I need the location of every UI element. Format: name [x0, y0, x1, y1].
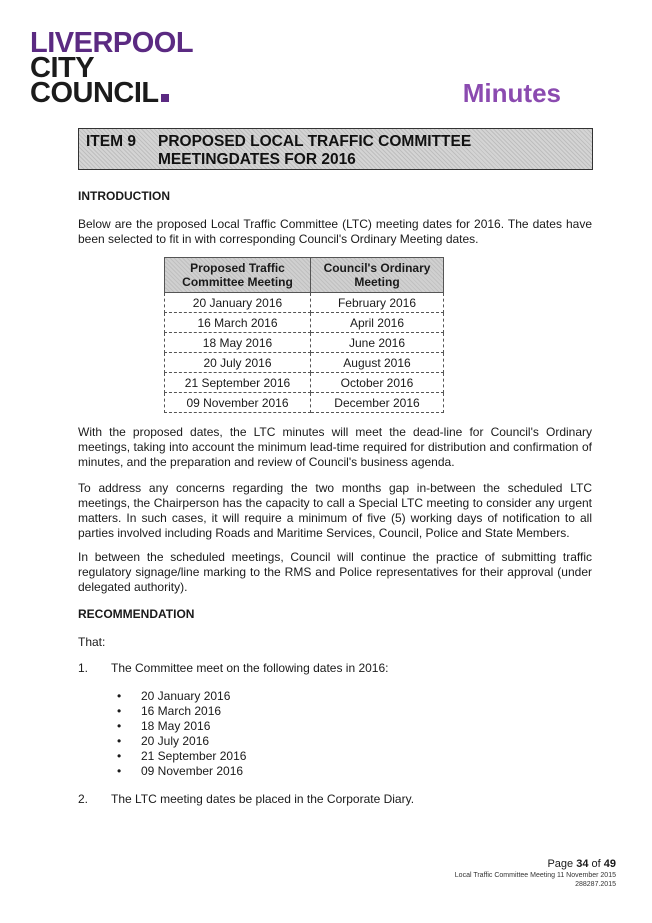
logo-line-liverpool: LIVERPOOL — [30, 27, 194, 59]
list-item-text: The LTC meeting dates be placed in the Corporate Diary. — [111, 792, 415, 806]
introduction-heading: INTRODUCTION — [78, 189, 170, 203]
list-item — [78, 792, 592, 808]
list-item: • 21 September 2016 — [117, 749, 246, 764]
list-item-number: 1. — [78, 661, 89, 675]
paragraph-deadline: With the proposed dates, the LTC minutes will meet the dead-line for Council's Ordinary meetings, taking into account the minimum lead-time required for distribution and confirmation of minutes, and the preparation and review of Council's business agenda. — [78, 425, 592, 469]
table-cell: 09 November 2016 — [165, 393, 311, 413]
list-item — [78, 661, 592, 677]
table-row — [165, 393, 444, 413]
list-item: • 20 July 2016 — [117, 734, 246, 749]
table-row — [165, 353, 444, 373]
table-cell: December 2016 — [311, 393, 444, 413]
logo-dot-icon — [161, 94, 169, 102]
meeting-reference: Local Traffic Committee Meeting 11 November 2015 — [454, 872, 616, 879]
table-cell: August 2016 — [311, 353, 444, 373]
table-cell: June 2016 — [311, 333, 444, 353]
document-reference: 288287.2015 — [575, 881, 616, 888]
list-item: • 18 May 2016 — [117, 719, 246, 734]
logo-line-council: COUNCIL — [30, 77, 159, 109]
item-number: ITEM 9 — [86, 133, 136, 150]
table-cell: 20 July 2016 — [165, 353, 311, 373]
page-current: 34 — [576, 858, 589, 870]
item-title-box — [78, 128, 593, 170]
list-item-number: 2. — [78, 792, 89, 806]
table-cell: April 2016 — [311, 313, 444, 333]
paragraph-signage: In between the scheduled meetings, Council will continue the practice of submitting traffic regulatory signage/line marking to the RMS and Police representatives for their approval (under delegated authority). — [78, 550, 592, 594]
list-item: • 16 March 2016 — [117, 704, 246, 719]
introduction-text: Below are the proposed Local Traffic Committee (LTC) meeting dates for 2016. The dates have been selected to fit in with corresponding Council's Ordinary Meeting dates. — [78, 217, 592, 246]
recommendation-item — [78, 792, 592, 808]
table-cell: 20 January 2016 — [165, 293, 311, 313]
page-prefix: Page — [547, 858, 577, 870]
item-title: PROPOSED LOCAL TRAFFIC COMMITTEE MEETINGDATES FOR 2016 — [158, 133, 472, 168]
table-cell: February 2016 — [311, 293, 444, 313]
recommendation-item — [78, 661, 592, 677]
column-header-traffic-committee: Proposed Traffic Committee Meeting — [165, 258, 311, 293]
table-row — [165, 373, 444, 393]
page-total: 49 — [603, 858, 616, 870]
logo-line-city: CITY — [30, 52, 95, 84]
recommendation-heading: RECOMMENDATION — [78, 607, 195, 621]
recommendation-lead: That: — [78, 635, 106, 649]
logo-line-council-wrap — [30, 77, 193, 109]
table-cell: 18 May 2016 — [165, 333, 311, 353]
list-item: • 09 November 2016 — [117, 764, 246, 779]
meeting-dates-table — [164, 257, 444, 413]
document-type-title: Minutes — [462, 78, 561, 108]
table-row — [165, 333, 444, 353]
table-cell: 21 September 2016 — [165, 373, 311, 393]
page-number — [547, 858, 616, 870]
table-cell: October 2016 — [311, 373, 444, 393]
paragraph-special-meeting: To address any concerns regarding the two months gap in-between the scheduled LTC meetings, the Chairperson has the capacity to call a Special LTC meeting to consider any urgent matters. In such cases, it will require a minimum of five (5) working days of notification to all parties involved including Roads and Maritime Services, Council, Police and State Members. — [78, 481, 592, 540]
column-header-ordinary-meeting: Council's Ordinary Meeting — [311, 258, 444, 293]
table-cell: 16 March 2016 — [165, 313, 311, 333]
table-row — [165, 313, 444, 333]
list-item-text: The Committee meet on the following dates in 2016: — [111, 661, 389, 675]
table-row — [165, 293, 444, 313]
list-item: • 20 January 2016 — [117, 689, 246, 704]
table-header-row — [165, 258, 444, 293]
page-of: of — [588, 858, 604, 870]
council-logo — [30, 27, 194, 109]
meeting-dates-list — [117, 689, 246, 779]
